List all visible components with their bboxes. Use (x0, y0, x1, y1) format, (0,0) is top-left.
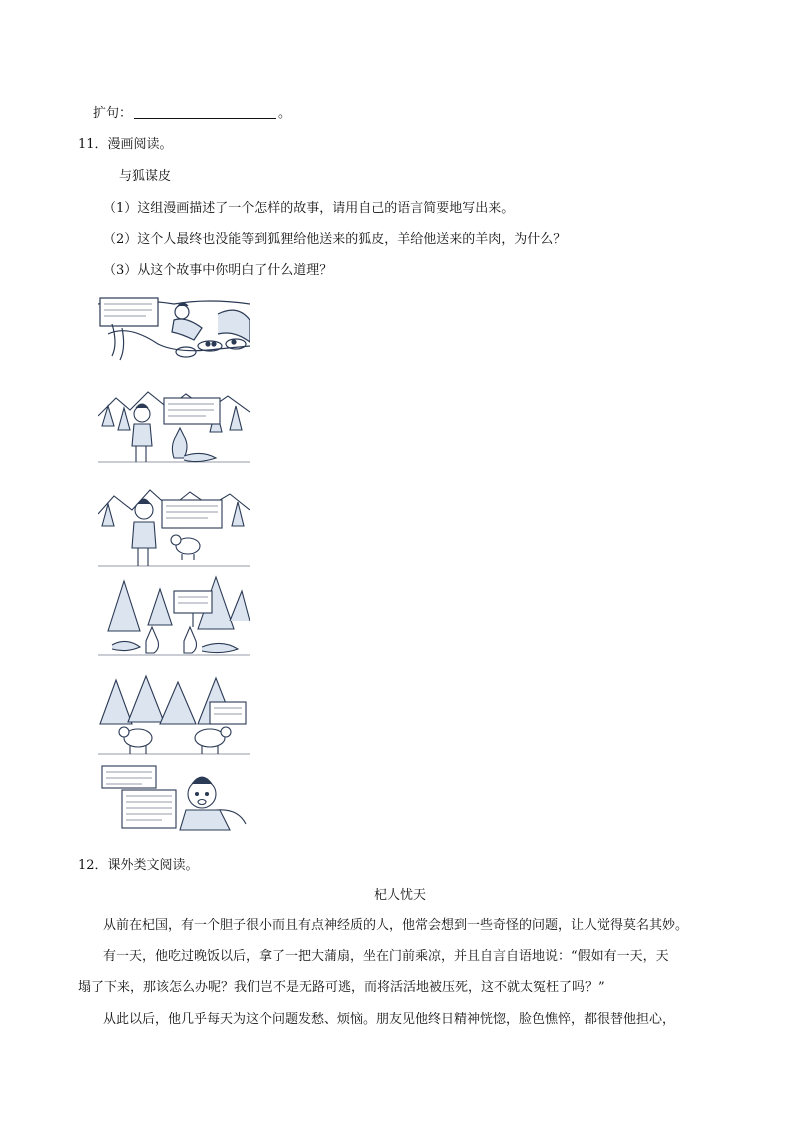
passage-line-2: 有一天，他吃过晚饭以后，拿了一把大蒲扇，坐在门前乘凉，并且自言自语地说：“假如有一天，天 (103, 949, 669, 964)
sub-question-2: （2）这个人最终也没能等到狐狸给他送来的狐皮，羊给他送来的羊肉，为什么？ (103, 232, 567, 247)
comic-panel-3 (98, 484, 250, 570)
passage-line-3: 塌了下来，那该怎么办呢？我们岂不是无路可逃，而将活活地被压死，这不就太冤枉了吗？” (78, 980, 605, 995)
answer-blank[interactable] (134, 118, 276, 119)
expand-sentence-end: 。 (278, 106, 292, 121)
sub-question-3: （3）从这个故事中你明白了什么道理？ (103, 263, 333, 278)
comic-panel-1 (98, 294, 250, 366)
question-12-heading (78, 854, 199, 873)
comic-panel-6 (98, 764, 250, 832)
question-11-heading (78, 133, 173, 152)
comic-panel-4 (98, 575, 250, 659)
passage-title: 杞人忧天 (374, 888, 427, 903)
expand-sentence-prompt (93, 102, 291, 121)
expand-sentence-label: 扩句： (93, 106, 133, 121)
question-instruction: 漫画阅读。 (107, 137, 173, 152)
passage-line-4: 从此以后，他几乎每天为这个问题发愁、烦恼。朋友见他终日精神恍惚，脸色憔悴，都很替他担心， (103, 1012, 676, 1027)
comic-panel-2 (98, 386, 250, 466)
comic-panel-5 (98, 674, 250, 758)
comic-title: 与狐谋皮 (119, 169, 172, 184)
sub-question-1: （1）这组漫画描述了一个怎样的故事，请用自己的语言简要地写出来。 (103, 201, 515, 216)
passage-line-1: 从前在杞国，有一个胆子很小而且有点神经质的人，他常会想到一些奇怪的问题，让人觉得莫名其妙。 (103, 918, 689, 933)
question-instruction: 课外类文阅读。 (107, 858, 199, 873)
question-number: 12． (78, 858, 108, 873)
question-number: 11． (78, 137, 108, 152)
